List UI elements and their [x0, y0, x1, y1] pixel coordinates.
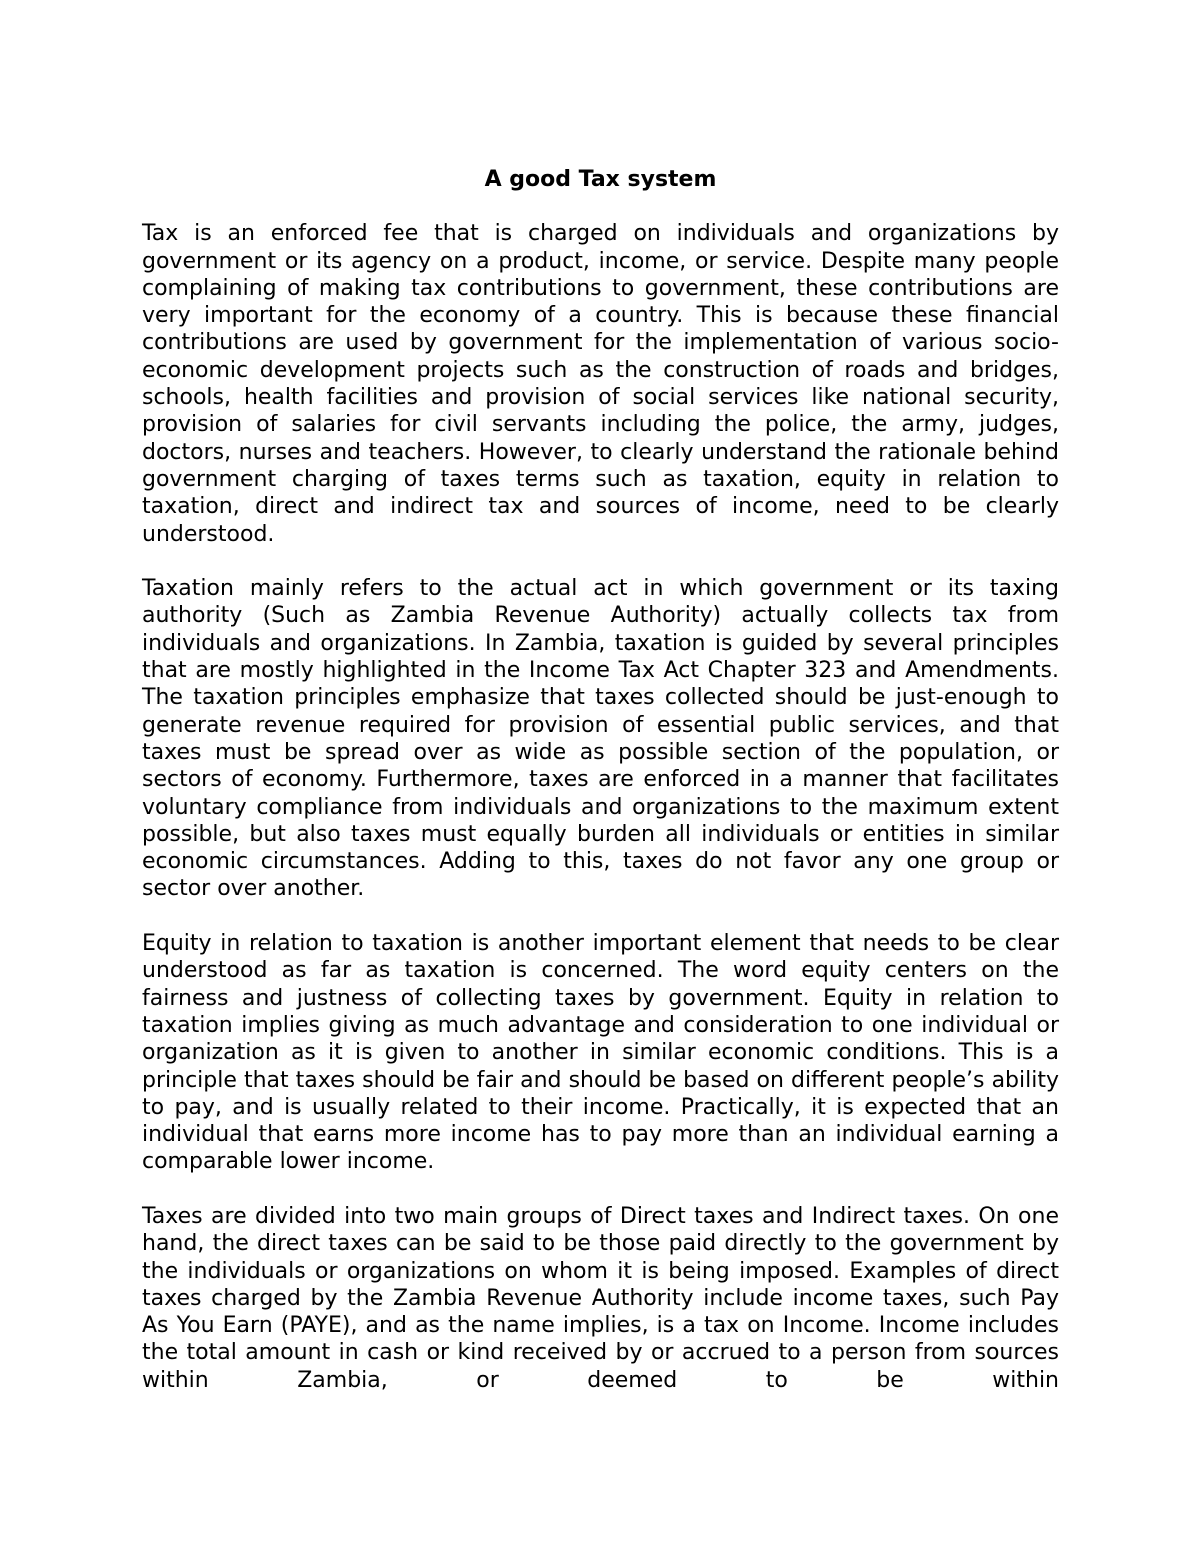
paragraph-tax-definition: Tax is an enforced fee that is charged on individuals and organizations by government or its agency on a product, income, or service. Despite many people complaining of making tax contributions to government, these contributions are very important for the economy of a country. This is because these financial contributions are used by government for the implementation of various socio-economic development projects such as the construction of roads and bridges, schools, health facilities and provision of social services like national security, provision of salaries for civil servants including the police, the army, judges, doctors, nurses and teachers. However, to clearly understand the rationale behind government charging of taxes terms such as taxation, equity in relation to taxation, direct and indirect tax and sources of income, need to be clearly understood.	[142, 221, 1059, 547]
paragraph-equity: Equity in relation to taxation is another important element that needs to be clear understood as far as taxation is concerned. The word equity centers on the fairness and justness of collecting taxes by government. Equity in relation to taxation implies giving as much advantage and consideration to one individual or organization as it is given to another in similar economic conditions. This is a principle that taxes should be fair and should be based on different people’s ability to pay, and is usually related to their income. Practically, it is expected that an individual that earns more income has to pay more than an individual earning a comparable lower income.	[142, 931, 1059, 1175]
document-title: A good Tax system	[484, 167, 717, 192]
paragraph-direct-indirect-taxes: Taxes are divided into two main groups of Direct taxes and Indirect taxes. On one hand, the direct taxes can be said to be those paid directly to the government by the individuals or organizations on whom it is being imposed. Examples of direct taxes charged by the Zambia Revenue Authority include income taxes, such Pay As You Earn (PAYE), and as the name implies, is a tax on Income. Income includes the total amount in cash or kind received by or accrued to a person from sources within Zambia, or deemed to be within	[142, 1203, 1059, 1393]
document-body	[142, 166, 1059, 1394]
paragraph-taxation: Taxation mainly refers to the actual act in which government or its taxing authority (Such as Zambia Revenue Authority) actually collects tax from individuals and organizations. In Zambia, taxation is guided by several principles that are mostly highlighted in the Income Tax Act Chapter 323 and Amendments. The taxation principles emphasize that taxes collected should be just-enough to generate revenue required for provision of essential public services, and that taxes must be spread over as wide as possible section of the population, or sectors of economy. Furthermore, taxes are enforced in a manner that facilitates voluntary compliance from individuals and organizations to the maximum extent possible, but also taxes must equally burden all individuals or entities in similar economic circumstances. Adding to this, taxes do not favor any one group or sector over another.	[142, 576, 1059, 902]
